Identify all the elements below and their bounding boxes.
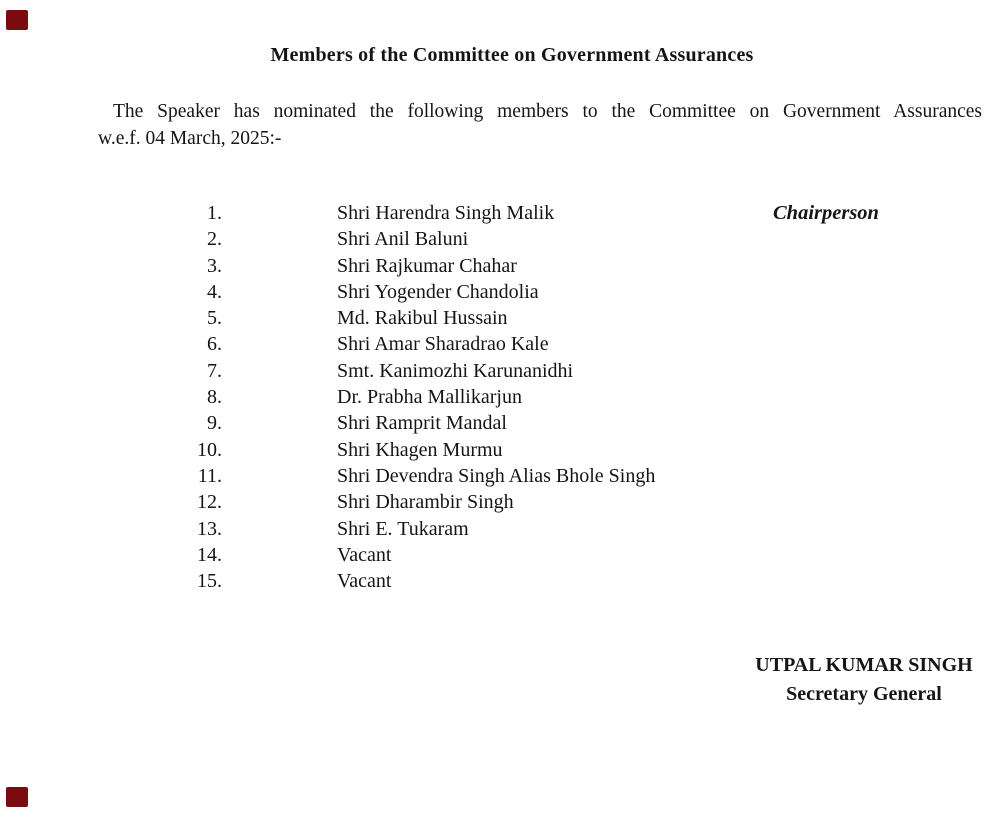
- member-number: 11.: [197, 464, 222, 487]
- member-number: 13.: [197, 517, 222, 540]
- member-name: Shri Rajkumar Chahar: [337, 254, 517, 277]
- member-number: 9.: [207, 412, 222, 435]
- member-row: [98, 463, 982, 489]
- member-row: [98, 568, 982, 594]
- member-name: Shri Ramprit Mandal: [337, 412, 507, 435]
- signatory-designation: Secretary General: [786, 682, 942, 705]
- member-row: [98, 331, 982, 357]
- member-number: 12.: [197, 491, 222, 514]
- corner-mark-top-icon: [6, 10, 28, 30]
- member-number: 4.: [207, 280, 222, 303]
- member-row: [98, 410, 982, 436]
- member-name: Shri Amar Sharadrao Kale: [337, 333, 549, 356]
- intro-paragraph-line1: The Speaker has nominated the following members to the Committee on Government Assurances: [113, 101, 982, 122]
- member-number: 7.: [207, 359, 222, 382]
- member-number: 5.: [207, 307, 222, 330]
- member-name: Shri Khagen Murmu: [337, 438, 503, 461]
- member-name: Shri E. Tukaram: [337, 517, 469, 540]
- intro-paragraph: [98, 98, 982, 152]
- member-row: [98, 516, 982, 542]
- member-number: 1.: [207, 202, 222, 224]
- member-name: Shri Yogender Chandolia: [337, 280, 539, 303]
- page-title: Members of the Committee on Government Assurances: [270, 44, 754, 66]
- member-row: [98, 200, 982, 226]
- member-name: Shri Dharambir Singh: [337, 491, 514, 514]
- member-row: [98, 542, 982, 568]
- member-number: 15.: [197, 570, 222, 593]
- signatory-name: UTPAL KUMAR SINGH: [755, 654, 973, 676]
- member-role: Chairperson: [773, 202, 879, 224]
- member-row: [98, 279, 982, 305]
- member-name: Md. Rakibul Hussain: [337, 307, 508, 330]
- member-number: 8.: [207, 386, 222, 409]
- member-row: [98, 253, 982, 279]
- member-name: Dr. Prabha Mallikarjun: [337, 386, 522, 409]
- member-number: 3.: [207, 254, 222, 277]
- member-name: Shri Devendra Singh Alias Bhole Singh: [337, 464, 656, 487]
- member-row: [98, 226, 982, 252]
- member-name: Shri Anil Baluni: [337, 228, 469, 251]
- member-row: [98, 305, 982, 331]
- corner-mark-bottom-icon: [6, 787, 28, 807]
- member-number: 14.: [197, 543, 222, 566]
- member-name: Shri Harendra Singh Malik: [337, 202, 555, 224]
- member-name: Vacant: [337, 543, 392, 566]
- intro-paragraph-line2: w.e.f. 04 March, 2025:-: [98, 128, 282, 149]
- signature-block: [738, 651, 990, 708]
- member-row: [98, 384, 982, 410]
- member-name: Vacant: [337, 570, 392, 593]
- member-name: Smt. Kanimozhi Karunanidhi: [337, 359, 574, 382]
- member-row: [98, 489, 982, 515]
- member-row: [98, 358, 982, 384]
- member-number: 6.: [207, 333, 222, 356]
- member-number: 2.: [207, 228, 222, 251]
- member-row: [98, 437, 982, 463]
- member-number: 10.: [197, 438, 222, 461]
- member-list: [98, 200, 982, 594]
